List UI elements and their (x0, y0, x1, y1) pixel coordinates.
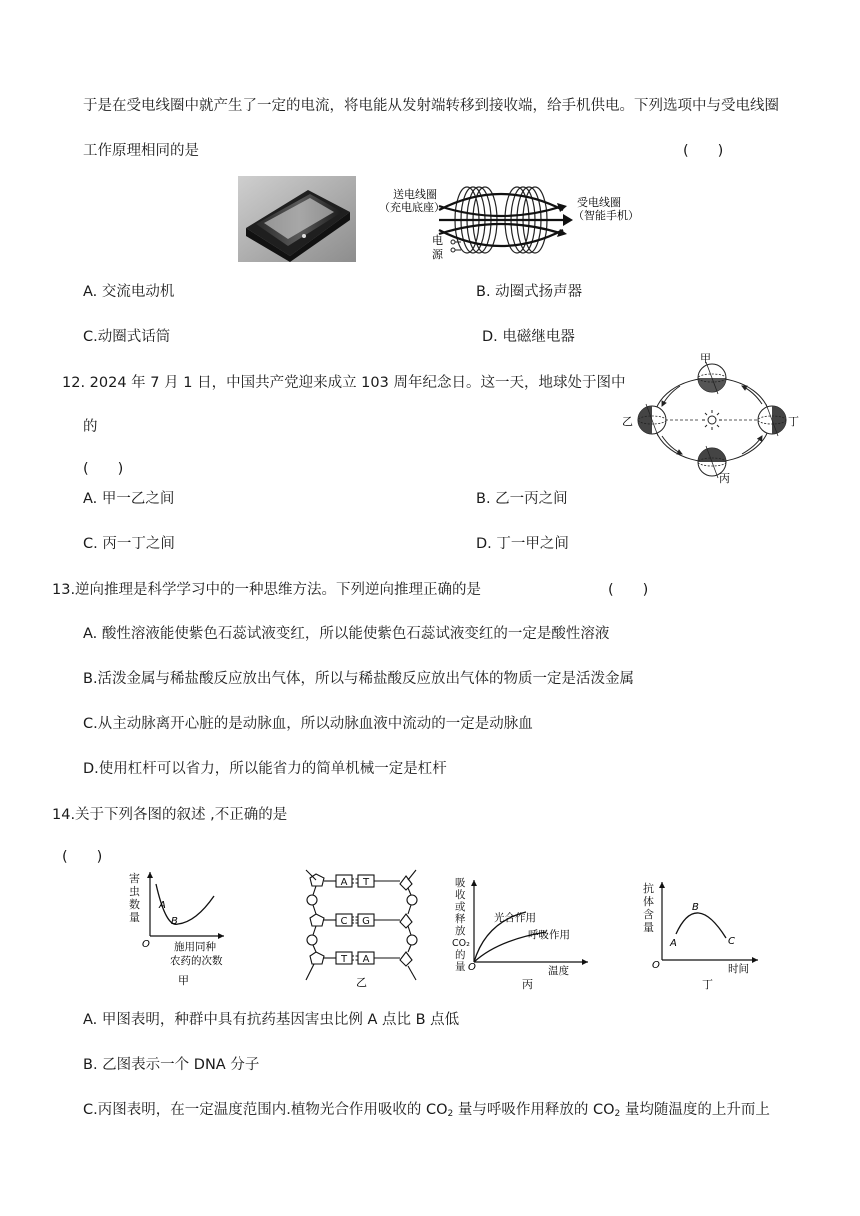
ding-xlabel: 时间 (728, 963, 749, 975)
q13-option-a[interactable]: A. 酸性溶液能使紫色石蕊试液变红，所以能使紫色石蕊试液变红的一定是酸性溶液 (83, 626, 610, 642)
ding-origin: O (652, 960, 660, 971)
q13-option-b[interactable]: B.活泼金属与稀盐酸反应放出气体，所以与稀盐酸反应放出气体的物质一定是活泼金属 (83, 671, 635, 687)
q11-answer-blank: ( ) (683, 143, 724, 159)
dna-base-left-2: C (340, 916, 348, 927)
q14-option-b[interactable]: B. 乙图表示一个 DNA 分子 (83, 1057, 260, 1073)
dna-base-right-1: T (362, 877, 370, 888)
jia-ylabel-3: 数 (129, 898, 140, 911)
figure-bing (452, 866, 592, 992)
q11-option-d[interactable]: D. 电磁继电器 (482, 329, 575, 345)
bing-ylabel-2: 收 (455, 889, 466, 901)
orbit-label-yi: 乙 (622, 415, 633, 428)
bing-ylabel-6: CO₂ (452, 938, 470, 949)
jia-ylabel-4: 量 (129, 911, 140, 924)
earth-ding-icon (758, 404, 786, 436)
jia-point-b: B (171, 916, 178, 927)
q13-stem: 13.逆向推理是科学学习中的一种思维方法。下列逆向推理正确的是 (52, 582, 482, 598)
q12-option-c[interactable]: C. 丙一丁之间 (83, 536, 175, 552)
bing-xlabel: 温度 (548, 965, 569, 977)
ding-ylabel-2: 体 (643, 895, 654, 908)
q11-option-a[interactable]: A. 交流电动机 (83, 284, 175, 300)
phone-charger-photo (238, 176, 356, 262)
jia-caption: 甲 (178, 974, 189, 987)
send-coil-sublabel: （充电底座） (379, 201, 445, 214)
jia-xlabel-2: 农药的次数 (170, 955, 223, 967)
ding-point-a: A (670, 938, 677, 949)
orbit-label-ding: 丁 (788, 415, 799, 428)
ding-point-c: C (728, 936, 735, 947)
send-coil-label: 送电线圈 (393, 188, 437, 201)
bing-ylabel-7: 的 (455, 949, 466, 961)
ding-ylabel-1: 抗 (643, 882, 654, 895)
jia-ylabel-2: 虫 (129, 885, 140, 898)
q13-option-d[interactable]: D.使用杠杆可以省力，所以能省力的简单机械一定是杠杆 (83, 761, 447, 777)
q14-option-c-text2: 量与呼吸作用释放的 CO (453, 1102, 615, 1118)
dna-base-right-2: G (362, 916, 370, 927)
q12-option-a[interactable]: A. 甲一乙之间 (83, 491, 175, 507)
coil-diagram (377, 180, 635, 264)
earth-orbit-diagram (620, 352, 800, 484)
dna-base-left-1: A (340, 877, 348, 888)
ding-ylabel-4: 量 (643, 921, 654, 934)
ding-point-b: B (692, 902, 699, 913)
bing-origin: O (468, 962, 476, 973)
orbit-label-bing: 丙 (719, 472, 730, 484)
q11-option-c[interactable]: C.动圈式话筒 (83, 329, 171, 345)
q12-option-b[interactable]: B. 乙一丙之间 (476, 491, 568, 507)
bing-curve1-label: 光合作用 (494, 912, 536, 924)
q13-option-c[interactable]: C.从主动脉离开心脏的是动脉血，所以动脉血液中流动的一定是动脉血 (83, 716, 533, 732)
q14-stem: 14.关于下列各图的叙述 ,不正确的是 (52, 807, 288, 823)
q13-answer-blank: ( ) (608, 582, 649, 598)
figure-yi (300, 864, 424, 990)
earth-jia-icon (698, 362, 726, 394)
dna-base-right-3: A (362, 954, 370, 965)
q11-stem-line1: 于是在受电线圈中就产生了一定的电流，将电能从发射端转移到接收端，给手机供电。下列选项中与受电线圈 (83, 98, 779, 114)
jia-xlabel-1: 施用同种 (174, 941, 216, 953)
dna-base-left-3: T (340, 954, 348, 965)
bing-ylabel-8: 量 (455, 961, 466, 973)
q12-stem-line1: 12. 2024 年 7 月 1 日，中国共产党迎来成立 103 周年纪念日。这一天，地球处于图中 (62, 375, 626, 391)
yi-caption: 乙 (356, 976, 367, 989)
q12-option-d[interactable]: D. 丁一甲之间 (476, 536, 569, 552)
bing-caption: 丙 (522, 978, 533, 991)
q14-option-c-sub2: 2 (614, 1109, 621, 1119)
q12-answer-blank: ( ) (83, 461, 124, 477)
q14-answer-blank: ( ) (62, 849, 103, 865)
q12-stem-line2: 的 (83, 419, 98, 435)
bing-curve2-label: 呼吸作用 (528, 929, 570, 941)
ding-caption: 丁 (702, 978, 713, 991)
bing-ylabel-4: 释 (455, 913, 466, 925)
power-label-1: 电 (432, 234, 443, 247)
figure-ding (640, 876, 764, 992)
q14-option-c[interactable] (83, 1098, 770, 1119)
orbit-label-jia: 甲 (700, 352, 711, 365)
earth-yi-icon (638, 404, 666, 436)
power-label-2: 源 (432, 248, 443, 261)
q14-option-a[interactable]: A. 甲图表明，种群中具有抗药基因害虫比例 A 点比 B 点低 (83, 1012, 460, 1028)
recv-coil-label: 受电线圈 (577, 196, 621, 209)
ding-ylabel-3: 含 (643, 908, 654, 921)
figure-jia (126, 866, 226, 990)
bing-ylabel-5: 放 (455, 925, 466, 937)
q14-option-c-text1: C.丙图表明，在一定温度范围内.植物光合作用吸收的 CO (83, 1102, 448, 1118)
bing-ylabel-1: 吸 (455, 877, 466, 889)
q11-option-b[interactable]: B. 动圈式扬声器 (476, 284, 583, 300)
q14-option-c-sub1: 2 (447, 1109, 454, 1119)
jia-ylabel-1: 害 (129, 872, 140, 885)
q14-option-c-text3: 量均随温度的上升而上 (620, 1102, 770, 1118)
bing-ylabel-3: 或 (455, 901, 466, 913)
recv-coil-sublabel: （智能手机） (573, 209, 635, 222)
jia-origin: O (142, 939, 150, 950)
jia-point-a: A (159, 900, 166, 911)
q11-stem-line2: 工作原理相同的是 (83, 143, 199, 159)
sun-icon (650, 410, 762, 430)
